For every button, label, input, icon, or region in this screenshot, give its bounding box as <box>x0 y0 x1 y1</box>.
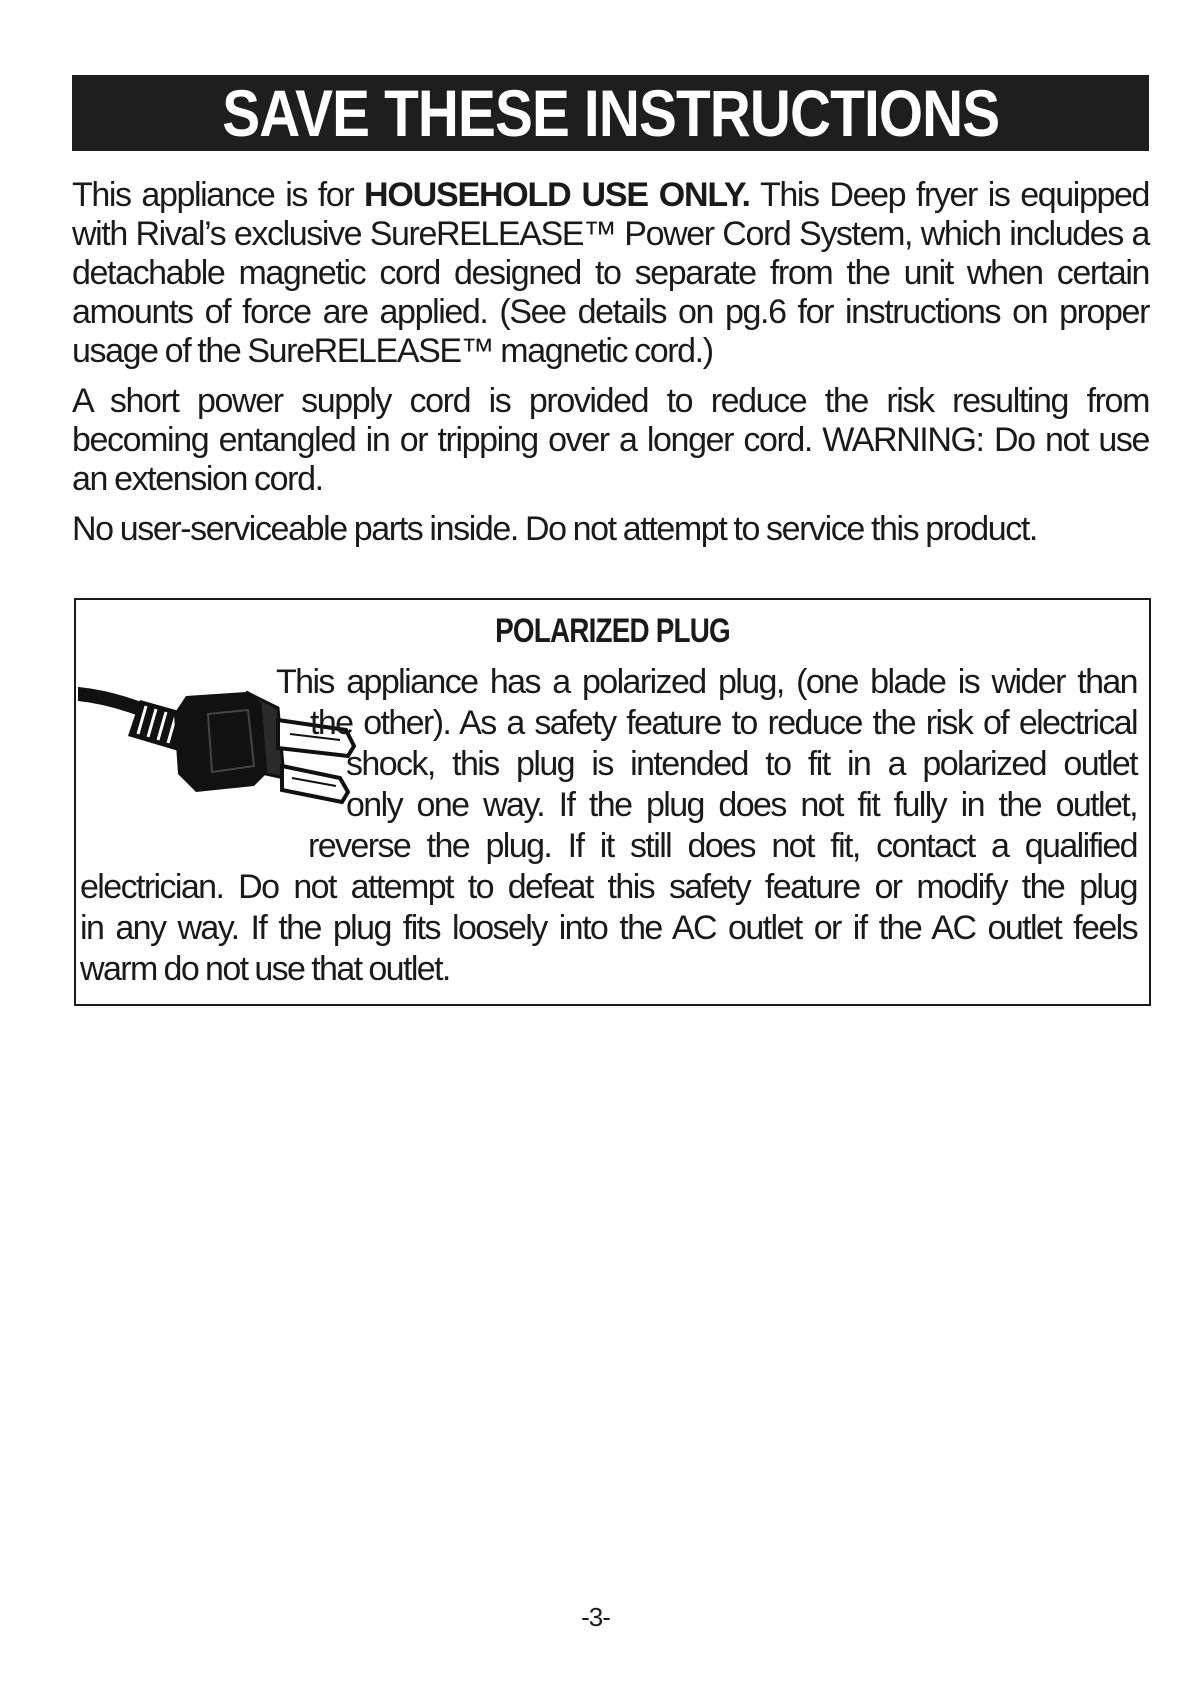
polarized-plug-text-line: in any way. If the plug fits loosely into the AC outlet or if the AC outlet feels <box>80 909 1137 947</box>
polarized-plug-text-line: warm do not use that outlet. <box>80 950 450 988</box>
intro-text-start: This appliance is for <box>72 176 365 214</box>
polarized-plug-text-line: the other). As a safety feature to reduce the risk of electrical <box>310 704 1137 742</box>
polarized-plug-text-line: This appliance has a polarized plug, (one blade is wider than <box>276 663 1137 701</box>
intro-paragraph-household <box>72 176 1149 371</box>
intro-paragraph-power-cord: A short power supply cord is provided to reduce the risk resulting from becoming entangled in or tripping over a longer cord. WARNING: Do not use an extension cord. <box>72 382 1149 498</box>
polarized-plug-notice <box>74 598 1151 1006</box>
polarized-plug-text-line: only one way. If the plug does not fit fully in the outlet, <box>346 786 1137 824</box>
polarized-plug-text-line: shock, this plug is intended to fit in a polarized outlet <box>346 745 1137 783</box>
page-title: SAVE THESE INSTRUCTIONS <box>221 76 1000 150</box>
intro-paragraph-service: No user-serviceable parts inside. Do not attempt to service this product. <box>72 510 1037 548</box>
polarized-plug-heading: POLARIZED PLUG <box>495 612 730 650</box>
polarized-plug-text-line: reverse the plug. If it still does not fit, contact a qualified <box>308 827 1137 865</box>
household-use-only-emphasis: HOUSEHOLD USE ONLY. <box>364 176 750 214</box>
intro-text-rest: This Deep fryer is equipped with Rival’s exclusive SureRELEASE™ Power Cord System, which includes a detachable magnetic cord designed to separate from the unit when certain amounts of force are applied. (See details on pg.6 for instructions on proper usage of the SureRELEASE™ magnetic cord.) <box>72 176 1149 370</box>
title-banner <box>72 75 1149 151</box>
polarized-plug-text-line: electrician. Do not attempt to defeat this safety feature or modify the plug <box>80 868 1137 906</box>
page-number: -3- <box>581 1602 610 1632</box>
